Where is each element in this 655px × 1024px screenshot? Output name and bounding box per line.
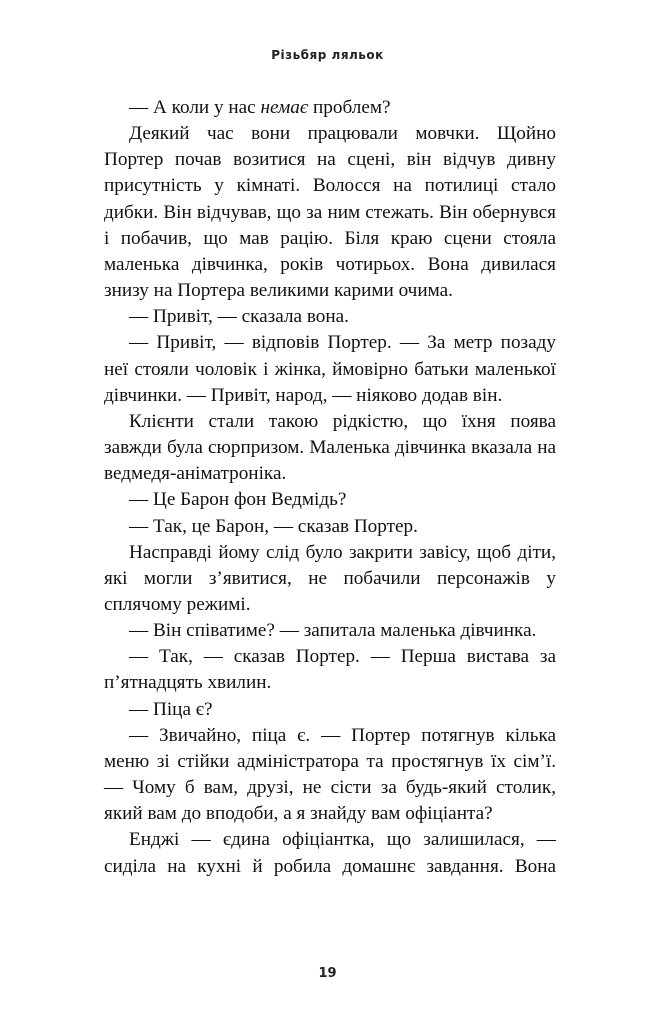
- running-head: Різьбяр ляльок: [271, 48, 384, 62]
- paragraph: [104, 95, 556, 121]
- paragraph: Насправді йому слід було закрити завісу, щоб діти, які могли з’явитися, не побачили персонажів у сплячому режимі.: [104, 541, 556, 615]
- paragraph: — Піца є?: [129, 698, 213, 720]
- paragraph: — Привіт, — сказала вона.: [129, 306, 349, 328]
- paragraph: — Так, — сказав Портер. — Перша вистава за п’ятнадцять хвилин.: [104, 646, 556, 694]
- paragraph: — Звичайно, піца є. — Портер потягнув кілька меню зі стійки адміністратора та простягнув їх сім’ї. — Чому б вам, друзі, не сісти за будь-який столик, який вам до вподоби, а я знайду вам офіціанта?: [104, 724, 556, 825]
- paragraph: — Привіт, — відповів Портер. — За метр позаду неї стояли чоловік і жінка, ймовірно батьки маленької дівчинки. — Привіт, народ, — ніяково додав він.: [104, 332, 556, 406]
- paragraph-text: проблем?: [308, 97, 391, 118]
- paragraph: Деякий час вони працювали мовчки. Щойно Портер почав возитися на сцені, він відчув дивну присутність у кімнаті. Волосся на потилиці стало дибки. Він відчував, що за ним стежать. Він обернувся і побачив, що мав рацію. Біля краю сцени стояла маленька дівчинка, років чотирьох. Вона дивилася знизу на Портера великими карими очима.: [104, 123, 556, 302]
- paragraph-continued: Енджі — єдина офіціантка, що залишилася, — сиділа на кухні й робила домашнє завдання. Вона: [104, 829, 556, 877]
- page-body: [104, 95, 556, 880]
- paragraph-text: — А коли у нас: [129, 97, 261, 118]
- paragraph: — Так, це Барон, — сказав Портер.: [129, 515, 418, 537]
- emphasized-word: немає: [260, 97, 309, 118]
- paragraph: — Це Барон фон Ведмідь?: [129, 489, 347, 511]
- paragraph: Клієнти стали такою рідкістю, що їхня поява завжди була сюрпризом. Маленька дівчинка вказала на ведмедя-аніматроніка.: [104, 410, 556, 485]
- page-number: 19: [318, 966, 337, 981]
- paragraph: — Він співатиме? — запитала маленька дівчинка.: [129, 620, 537, 642]
